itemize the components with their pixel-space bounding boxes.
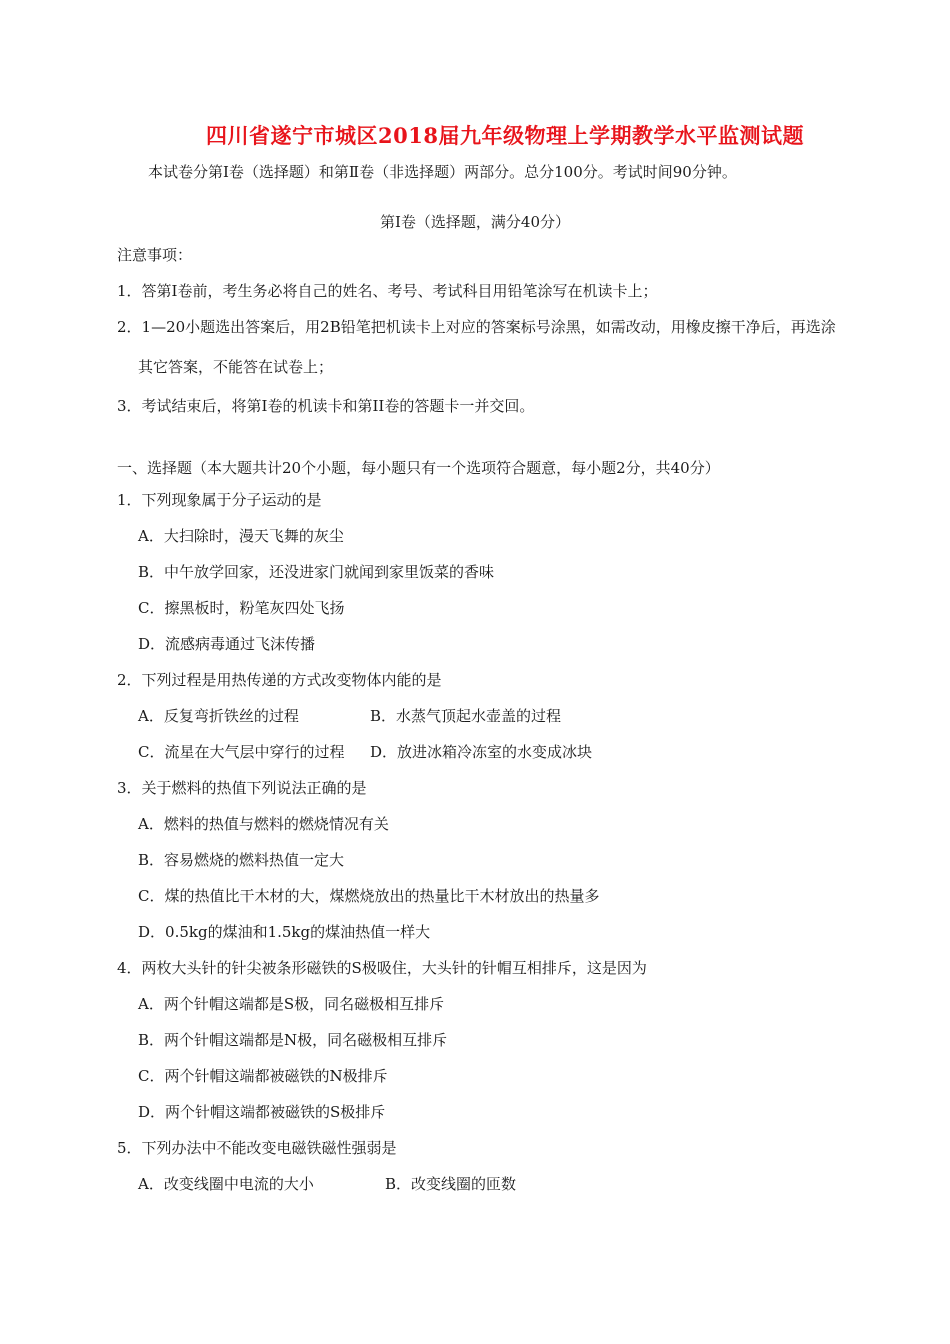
question-3-stem: 3．关于燃料的热值下列说法正确的是 <box>117 779 367 797</box>
question-4-stem: 4．两枚大头针的针尖被条形磁铁的S极吸住，大头针的针帽互相排斥，这是因为 <box>117 959 647 977</box>
question-4-option-b: B．两个针帽这端都是N极，同名磁极相互排斥 <box>138 1031 448 1049</box>
question-1-option-b: B．中午放学回家，还没进家门就闻到家里饭菜的香味 <box>138 563 495 581</box>
question-4-option-c: C．两个针帽这端都被磁铁的N极排斥 <box>138 1067 388 1085</box>
question-3-option-a: A．燃料的热值与燃料的燃烧情况有关 <box>138 815 389 833</box>
question-2-option-c: C．流星在大气层中穿行的过程 <box>138 743 345 761</box>
part1-heading: 第Ⅰ卷（选择题，满分40分） <box>379 213 570 231</box>
note-3: 3．考试结束后，将第Ⅰ卷的机读卡和第II卷的答题卡一并交回。 <box>117 397 535 415</box>
note-1: 1．答第Ⅰ卷前，考生务必将自己的姓名、考号、考试科目用铅笔涂写在机读卡上； <box>117 282 658 300</box>
question-3-option-b: B．容易燃烧的燃料热值一定大 <box>138 851 345 869</box>
notes-heading: 注意事项： <box>117 246 193 264</box>
question-2-option-b: B．水蒸气顶起水壶盖的过程 <box>370 707 562 725</box>
question-3-option-c: C．煤的热值比干木材的大，煤燃烧放出的热量比干木材放出的热量多 <box>138 887 600 905</box>
exam-title: 四川省遂宁市城区2018届九年级物理上学期教学水平监测试题 <box>206 123 804 148</box>
question-1-option-d: D．流感病毒通过飞沫传播 <box>138 635 316 653</box>
question-5-option-a: A．改变线圈中电流的大小 <box>138 1175 314 1193</box>
question-1-option-a: A．大扫除时，漫天飞舞的灰尘 <box>138 527 344 545</box>
question-5-stem: 5．下列办法中不能改变电磁铁磁性强弱是 <box>117 1139 397 1157</box>
question-1-stem: 1．下列现象属于分子运动的是 <box>117 491 322 509</box>
question-4-option-d: D．两个针帽这端都被磁铁的S极排斥 <box>138 1103 386 1121</box>
question-2-stem: 2．下列过程是用热传递的方式改变物体内能的是 <box>117 671 442 689</box>
exam-intro: 本试卷分第Ⅰ卷（选择题）和第Ⅱ卷（非选择题）两部分。总分100分。考试时间90分钟。 <box>148 163 737 181</box>
note-2: 2．1—20小题选出答案后，用2B铅笔把机读卡上对应的答案标号涂黑，如需改动，用橡皮擦干净后，再选涂 <box>117 318 836 336</box>
question-3-option-d: D．0.5kg的煤油和1.5kg的煤油热值一样大 <box>138 923 431 941</box>
question-4-option-a: A．两个针帽这端都是S极，同名磁极相互排斥 <box>138 995 445 1013</box>
question-1-option-c: C．擦黑板时，粉笔灰四处飞扬 <box>138 599 345 617</box>
question-2-option-d: D．放进冰箱冷冻室的水变成冰块 <box>370 743 593 761</box>
question-2-option-a: A．反复弯折铁丝的过程 <box>138 707 299 725</box>
section1-heading: 一、选择题（本大题共计20个小题，每小题只有一个选项符合题意，每小题2分，共40分） <box>117 459 720 477</box>
question-5-option-b: B．改变线圈的匝数 <box>385 1175 517 1193</box>
note-2-continued: 其它答案，不能答在试卷上； <box>138 358 334 376</box>
